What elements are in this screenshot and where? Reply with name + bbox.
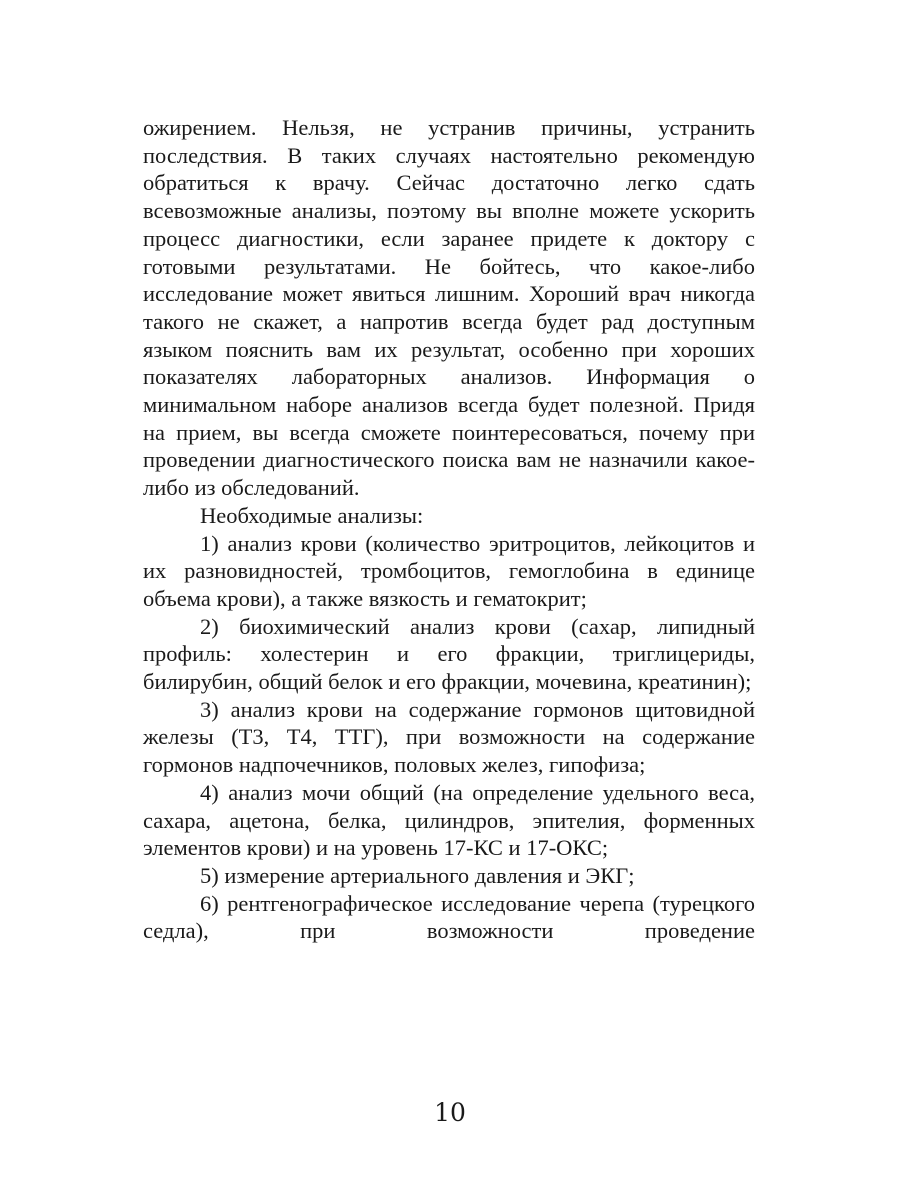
list-item-blood-test: 1) анализ крови (количество эритроцитов, лейкоцитов и их разновидностей, тромбоцитов, гемоглобина в единице объема крови), а также вязкость и гематокрит; — [143, 530, 755, 611]
list-item-blood-pressure-ecg: 5) измерение артериального давления и ЭКГ; — [200, 862, 635, 888]
paragraph-required-tests-heading: Необходимые анализы: — [200, 502, 424, 528]
list-item-hormone-test: 3) анализ крови на содержание гормонов щитовидной железы (Т3, Т4, ТТГ), при возможности на содержание гормонов надпочечников, половых желез, гипофиза; — [143, 696, 755, 778]
page-number: 10 — [434, 1098, 466, 1127]
list-item-urine-test: 4) анализ мочи общий (на определение удельного веса, сахара, ацетона, белка, цилиндров, эпителия, форменных элементов крови) и на уровень 17-КС и 17-ОКС; — [143, 779, 755, 861]
body-text — [143, 114, 755, 945]
list-item-xray: 6) рентгенографическое исследование черепа (турецкого седла), при возможности проведение — [143, 890, 755, 944]
paragraph-intro: ожирением. Нельзя, не устранив причины, устранить последствия. В таких случаях настоятельно рекомендую обратиться к врачу. Сейчас достаточно легко сдать всевозможные анализы, поэтому вы вполне можете ускорить процесс диагностики, если заранее придете к доктору с готовыми результатами. Не бойтесь, что какое-либо исследование может явиться лишним. Хороший врач никогда такого не скажет, а напротив всегда будет рад доступным языком пояснить вам их результат, особенно при хороших показателях лабораторных анализов. Информация о минимальном наборе анализов всегда будет полезной. Придя на прием, вы всегда сможете поинтересоваться, почему при проведении диагностического поиска вам не назначили какое-либо из обследований. — [143, 115, 755, 501]
list-item-biochemical-test: 2) биохимический анализ крови (сахар, липидный профиль: холестерин и его фракции, триглицериды, билирубин, общий белок и его фракции, мочевина, креатинин); — [143, 613, 755, 695]
